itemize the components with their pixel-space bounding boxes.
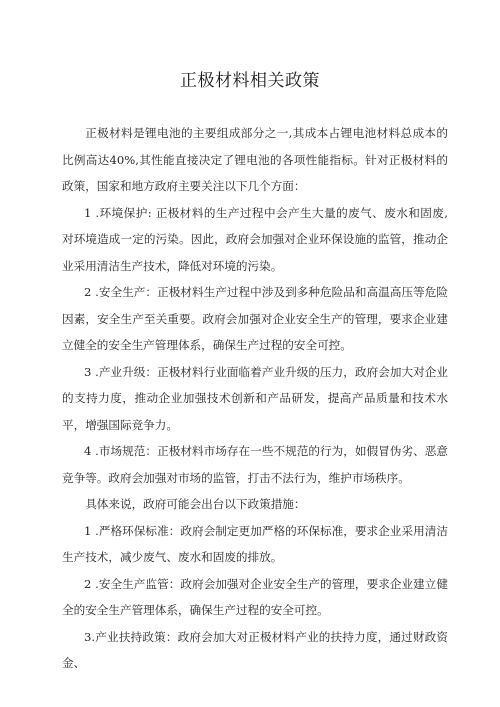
measure-environment-standards: 1 .严格环保标准：政府会制定更加严格的环保标准，要求企业采用清洁生产技术，减少废气、废水和固废的排放。	[62, 523, 448, 564]
measure-industry-support: 3.产业扶持政策：政府会加大对正极材料产业的扶持力度，通过财政资金、	[62, 629, 448, 670]
document-body	[62, 120, 448, 677]
intro-paragraph: 正极材料是锂电池的主要组成部分之一,其成本占锂电池材料总成本的比例高达40%,其性能直接决定了锂电池的各项性能指标。针对正极材料的政策，国家和地方政府主要关注以下几个方面：	[62, 126, 448, 193]
policy-focus-environment: 1 .环境保护: 正极材料的生产过程中会产生大量的废气、废水和固废, 对环境造成一定的污染。因此，政府会加强对企业环保设施的监管，推动企业采用清洁生产技术，降低对环境的污染。	[62, 205, 448, 273]
measure-safety-supervision: 2 .安全生产监管：政府会加强对企业安全生产的管理，要求企业建立健全的安全生产管理体系，确保生产过程的安全可控。	[62, 576, 448, 617]
measures-intro-paragraph: 具体来说，政府可能会出台以下政策措施：	[85, 497, 306, 511]
policy-focus-safety: 2 .安全生产：正极材料生产过程中涉及到多种危险品和高温高压等危险因素，安全生产至关重要。政府会加强对企业安全生产的管理，要求企业建立健全的安全生产管理体系，确保生产过程的安全可控。	[62, 285, 448, 352]
policy-focus-market: 4 .市场规范：正极材料市场存在一些不规范的行为，如假冒伪劣、恶意竞争等。政府会加强对市场的监管，打击不法行为，维护市场秩序。	[62, 444, 448, 485]
policy-focus-upgrade: 3 .产业升级：正极材料行业面临着产业升级的压力，政府会加大对企业的支持力度，推动企业加强技术创新和产品研发，提高产品质量和技术水平，增强国际竞争力。	[62, 364, 448, 432]
page-title: 正极材料相关政策	[180, 71, 320, 91]
